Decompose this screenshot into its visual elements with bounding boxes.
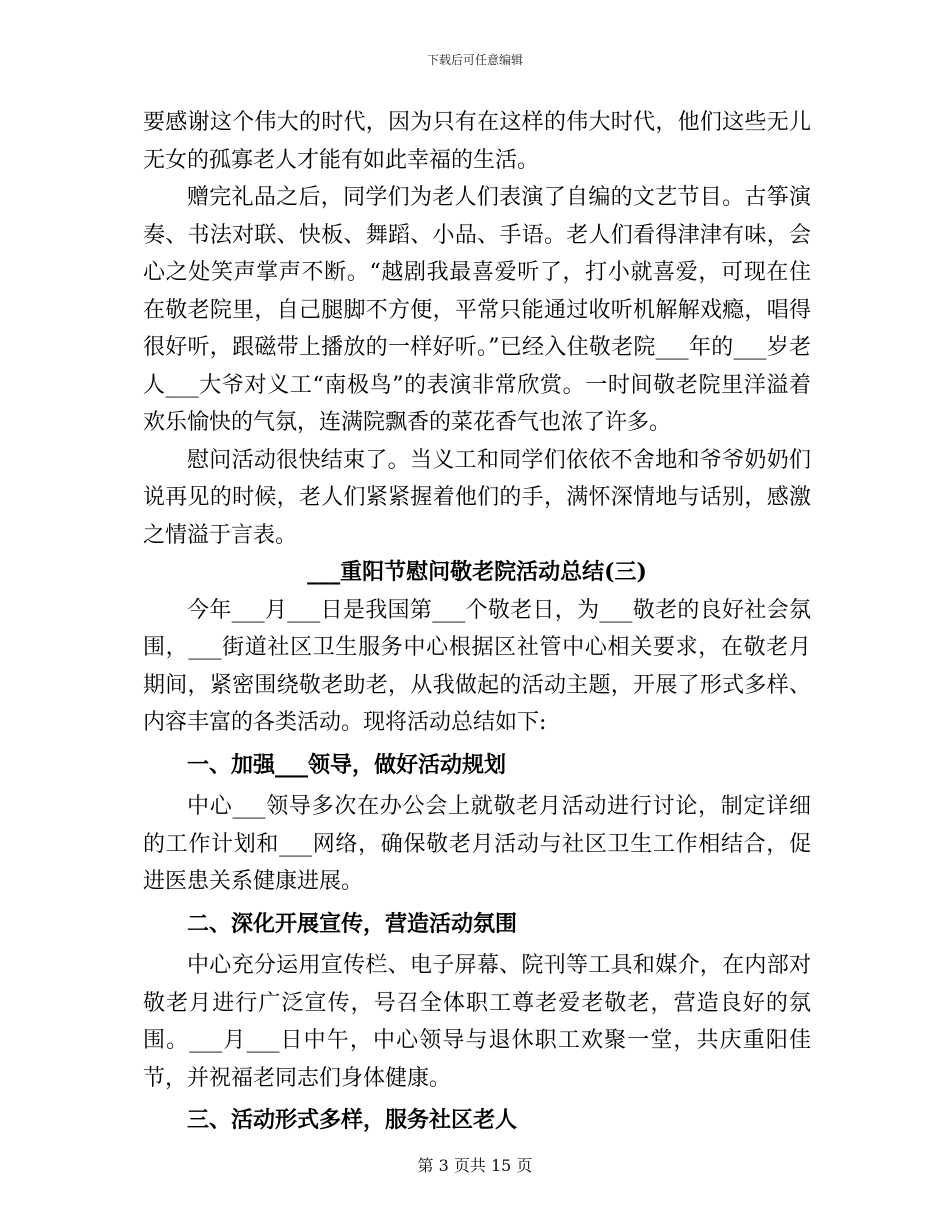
paragraph-publicity: 中心充分运用宣传栏、电子屏幕、院刊等工具和媒介，在内部对敬老月进行广泛宣传，号召全体职工尊老爱老敬老，营造良好的氛围。___月___日中午，中心领导与退休职工欢聚一堂，共庆重阳佳节，并祝福老同志们身体健康。 [143,953,811,1091]
paragraph-performance: 赠完礼品之后，同学们为老人们表演了自编的文艺节目。古筝演奏、书法对联、快板、舞蹈、小品、手语。老人们看得津津有味，会心之处笑声掌声不断。“越剧我最喜爱听了，打小就喜爱，可现在住在敬老院里，自己腿脚不方便，平常只能通过收听机解解戏瘾，唱得很好听，跟磁带上播放的一样好听。”已经入住敬老院___年的___岁老人___大爷对义工“南极鸟”的表演非常欣赏。一时间敬老院里洋溢着欢乐愉快的气氛，连满院飘香的菜花香气也浓了许多。 [143,185,811,435]
heading-publicity: 二、深化开展宣传，营造活动氛围 [187,910,518,937]
page-header: 下载后可任意编辑 [426,53,523,67]
paragraph-gratitude: 要感谢这个伟大的时代，因为只有在这样的伟大时代，他们这些无儿无女的孤寡老人才能有如此幸福的生活。 [143,110,811,173]
heading-activities: 三、活动形式多样，服务社区老人 [187,1107,518,1133]
document-body [143,104,811,1144]
page-footer: 第 3 页共 15 页 [417,1156,533,1175]
section-title: ___重阳节慰问敬老院活动总结(三) [307,559,647,585]
paragraph-leadership: 中心___领导多次在办公会上就敬老月活动进行讨论，制定详细的工作计划和___网络，确保敬老月活动与社区卫生工作相结合，促进医患关系健康进展。 [143,794,811,894]
heading-leadership: 一、加强___领导，做好活动规划 [187,751,507,778]
paragraph-farewell: 慰问活动很快结束了。当义工和同学们依依不舍地和爷爷奶奶们说再见的时候，老人们紧紧握着他们的手，满怀深情地与话别，感激之情溢于言表。 [143,447,811,548]
paragraph-intro: 今年___月___日是我国第___个敬老日，为___敬老的良好社会氛围，___街道社区卫生服务中心根据区社管中心相关要求，在敬老月期间，紧密围绕敬老助老，从我做起的活动主题，开展了形式多样、内容丰富的各类活动。现将活动总结如下: [143,597,811,735]
